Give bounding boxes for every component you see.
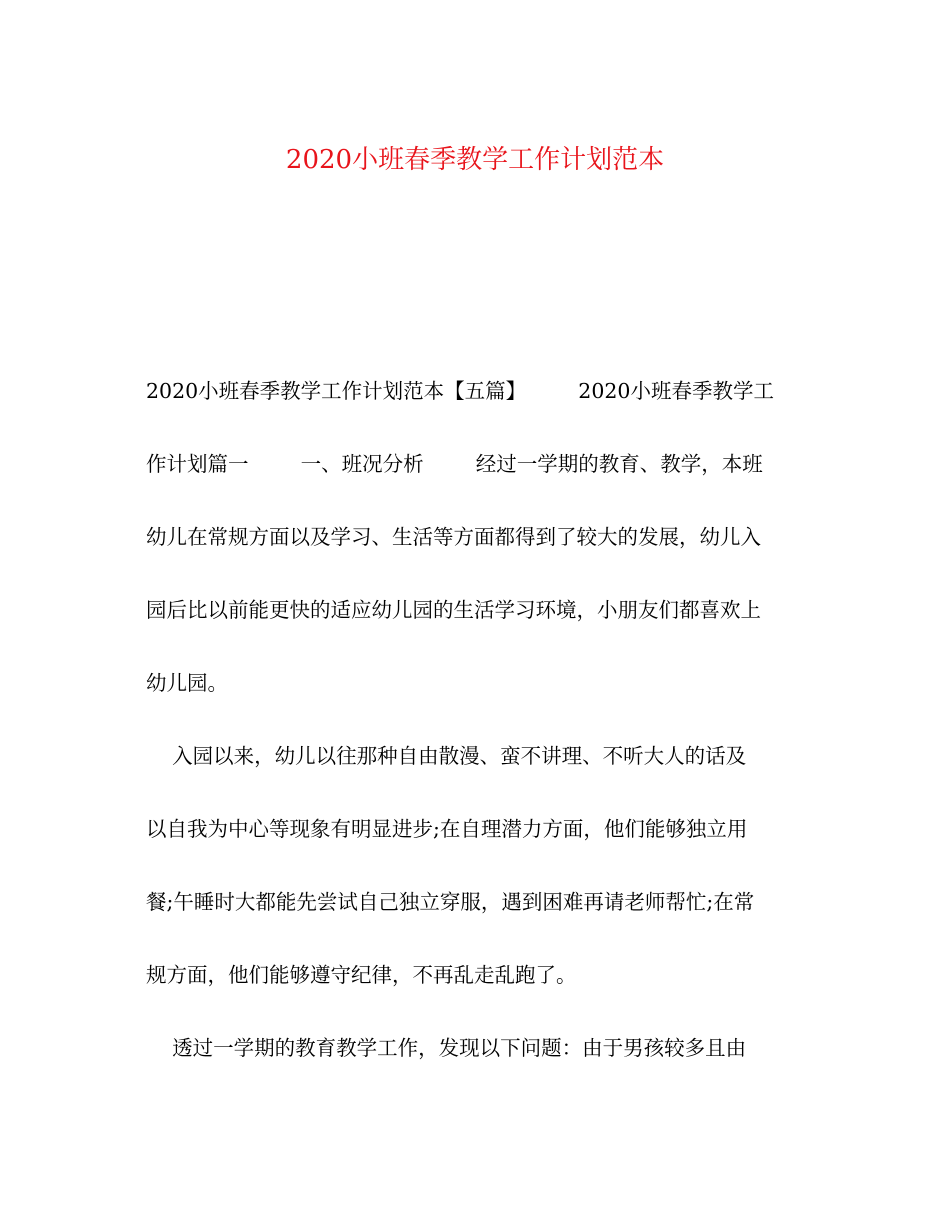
body-line: 作计划篇一 一、班况分析 经过一学期的教育、教学，本班 [146,452,763,476]
body-line: 幼儿园。 [146,671,228,695]
body-line: 餐;午睡时大都能先尝试自己独立穿服，遇到困难再请老师帮忙;在常 [146,890,755,914]
body-line: 园后比以前能更快的适应幼儿园的生活学习环境，小朋友们都喜欢上 [146,598,761,622]
body-line: 幼儿在常规方面以及学习、生活等方面都得到了较大的发展，幼儿入 [146,525,761,549]
body-line: 入园以来，幼儿以往那种自由散漫、蛮不讲理、不听大人的话及 [146,744,747,768]
body-line: 规方面，他们能够遵守纪律，不再乱走乱跑了。 [146,963,577,987]
body-line: 以自我为中心等现象有明显进步;在自理潜力方面，他们能够独立用 [146,817,748,841]
body-line: 2020小班春季教学工作计划范本【五篇】 2020小班春季教学工 [146,379,774,403]
document-title: 2020小班春季教学工作计划范本 [285,145,665,175]
body-line: 透过一学期的教育教学工作，发现以下问题：由于男孩较多且由 [146,1036,747,1060]
